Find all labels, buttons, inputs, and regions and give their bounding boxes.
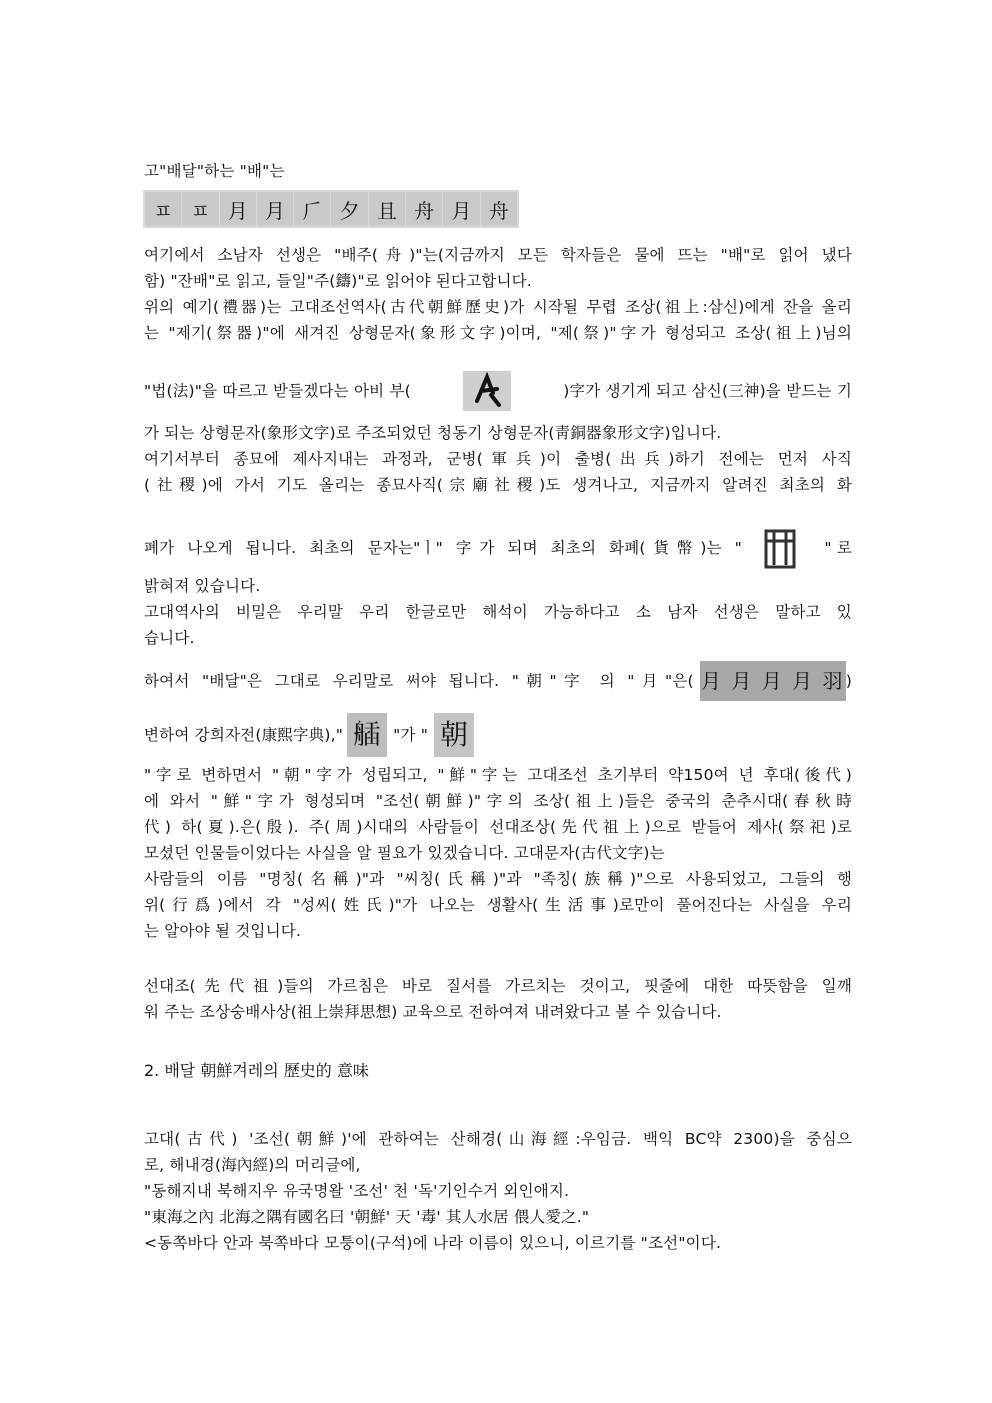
line-text: " 로	[824, 539, 852, 557]
glyph-cell: ㅍ	[145, 192, 181, 226]
paragraph-line: "동해지내 북해지우 유국명왈 '조선' 천 '독'기인수거 외인애지.	[144, 1182, 570, 1200]
coin-glyph-image	[760, 525, 800, 571]
paragraph-line: 사람들의 이름 "명칭(名稱)"과 "씨칭(氏稱)"과 "족칭(族稱)"으로 사용되었고, 그들의 행	[144, 870, 852, 888]
glyph-cell: 月	[257, 192, 293, 226]
paragraph-line: 고대(古代) '조선(朝鮮)'에 관하여는 산해경(山海經:우임금. 백익 BC약 2300)을 중심으	[144, 1130, 852, 1148]
paragraph-line: 습니다.	[144, 629, 195, 647]
father-glyph-image	[463, 371, 511, 411]
money-line	[144, 518, 852, 578]
paragraph-line: 위(行爲)에서 각 "성씨(姓氏)"가 나오는 생활사(生活事)로만이 풀어진다는 사실을 우리	[144, 896, 852, 914]
moon-glyph-line	[144, 660, 852, 702]
line-text: 폐가 나오게 됩니다. 최초의 문자는"ㅣ" 字가 되며 최초의 화폐(貨幣)는 "	[144, 539, 742, 557]
paragraph-line: "東海之內 北海之隅有國名曰 '朝鮮' 天 '毒' 其人水居 偎人愛之."	[144, 1208, 590, 1226]
paragraph-line: 선대조(先代祖)들의 가르침은 바로 질서를 가르치는 것이고, 핏줄에 대한 따뜻함을 일깨	[144, 977, 852, 995]
line-text: "법(法)"을 따르고 받들겠다는 아비 부(	[144, 382, 411, 400]
paragraph-line: 함) "잔배"로 읽고, 들일"주(鑄)"로 읽어야 된다고합니다.	[144, 272, 532, 290]
paragraph-line: 代) 하(夏).은(殷). 주(周)시대의 사람들이 선대조상(先代祖上)으로 받들어 제사(祭祀)로	[144, 818, 852, 836]
glyph-cell: 月	[220, 192, 256, 226]
kangxi-glyph-image: 𦩿	[347, 713, 387, 757]
paragraph-line: 워 주는 조상숭배사상(祖上崇拜思想) 교육으로 전하여져 내려왔다고 볼 수 있습니다.	[144, 1003, 722, 1021]
line-text: )字가 생기게 되고 삼신(三神)을 받드는 기	[563, 382, 852, 400]
glyph-cell: 舟	[406, 192, 442, 226]
paragraph-line: 로, 해내경(海內經)의 머리글에,	[144, 1156, 361, 1174]
intro-line: 고"배달"하는 "배"는	[144, 162, 285, 180]
line-text: )	[845, 672, 852, 690]
paragraph-line: 는 "제기(祭器)"에 새겨진 상형문자(象形文字)이며, "제(祭)"字가 형성되고 조상(祖上)님의	[144, 324, 852, 342]
line-text: 변하여 강희자전(康熙字典),"	[144, 726, 344, 744]
line-text: 하여서 "배달"은 그대로 우리말로 써야 됩니다. "朝"字 의 "月"은(	[144, 672, 694, 690]
moon-glyphs-image: 月 月 月 月 羽	[700, 661, 846, 701]
section-heading: 2. 배달 朝鮮겨레의 歷史的 意味	[144, 1061, 369, 1080]
paragraph-line: 여기에서 소남자 선생은 "배주(舟)"는(지금까지 모든 학자들은 물에 뜨는 "배"로 읽어 냈다	[144, 246, 852, 264]
paragraph-line: 고대역사의 비밀은 우리말 우리 한글로만 해석이 가능하다고 소 남자 선생은 말하고 있	[144, 603, 852, 621]
glyph-cell: 夕	[331, 192, 367, 226]
glyph-cell: 月	[443, 192, 479, 226]
paragraph-line: "字로 변하면서 "朝"字가 성립되고, "鮮"字는 고대조선 초기부터 약150여 년 후대(後代)	[144, 766, 852, 784]
paragraph-line: 모셨던 인물들이었다는 사실을 알 필요가 있겠습니다. 고대문자(古代文字)는	[144, 844, 665, 862]
paragraph-line: 는 알아야 될 것입니다.	[144, 922, 302, 940]
line-text: "가 "	[393, 726, 429, 744]
glyph-cell: 且	[369, 192, 405, 226]
kangxi-line	[144, 712, 852, 758]
father-glyph-line	[144, 371, 852, 411]
paragraph-line: 위의 예기(禮器)는 고대조선역사(古代朝鮮歷史)가 시작될 무렵 조상(祖上:삼신)에게 잔을 올리	[144, 298, 852, 316]
glyph-cell: 𠂆	[294, 192, 330, 226]
paragraph-line: 여기서부터 종묘에 제사지내는 과정과, 군병(軍兵)이 출병(出兵)하기 전에는 먼저 사직	[144, 450, 852, 468]
paragraph-line: 에 와서 "鮮"字가 형성되며 "조선(朝鮮)"字의 조상(祖上)들은 중국의 춘추시대(春秋時	[144, 792, 852, 810]
paragraph-line: 가 되는 상형문자(象形文字)로 주조되었던 청동기 상형문자(靑銅器象形文字)입니다.	[144, 424, 722, 442]
paragraph-line: <동쪽바다 안과 북쪽바다 모퉁이(구석)에 나라 이름이 있으니, 이르기를 "조선"이다.	[144, 1234, 722, 1252]
glyph-cell: 舟	[481, 192, 517, 226]
paragraph-line: 밝혀져 있습니다.	[144, 577, 261, 595]
glyph-cell: ㅍ	[182, 192, 218, 226]
ancient-glyph-strip	[143, 190, 519, 228]
zhao-glyph-image: 朝	[434, 713, 474, 757]
paragraph-line: (社稷)에 가서 기도 올리는 종묘사직(宗廟社稷)도 생겨나고, 지금까지 알려진 최초의 화	[144, 476, 852, 494]
